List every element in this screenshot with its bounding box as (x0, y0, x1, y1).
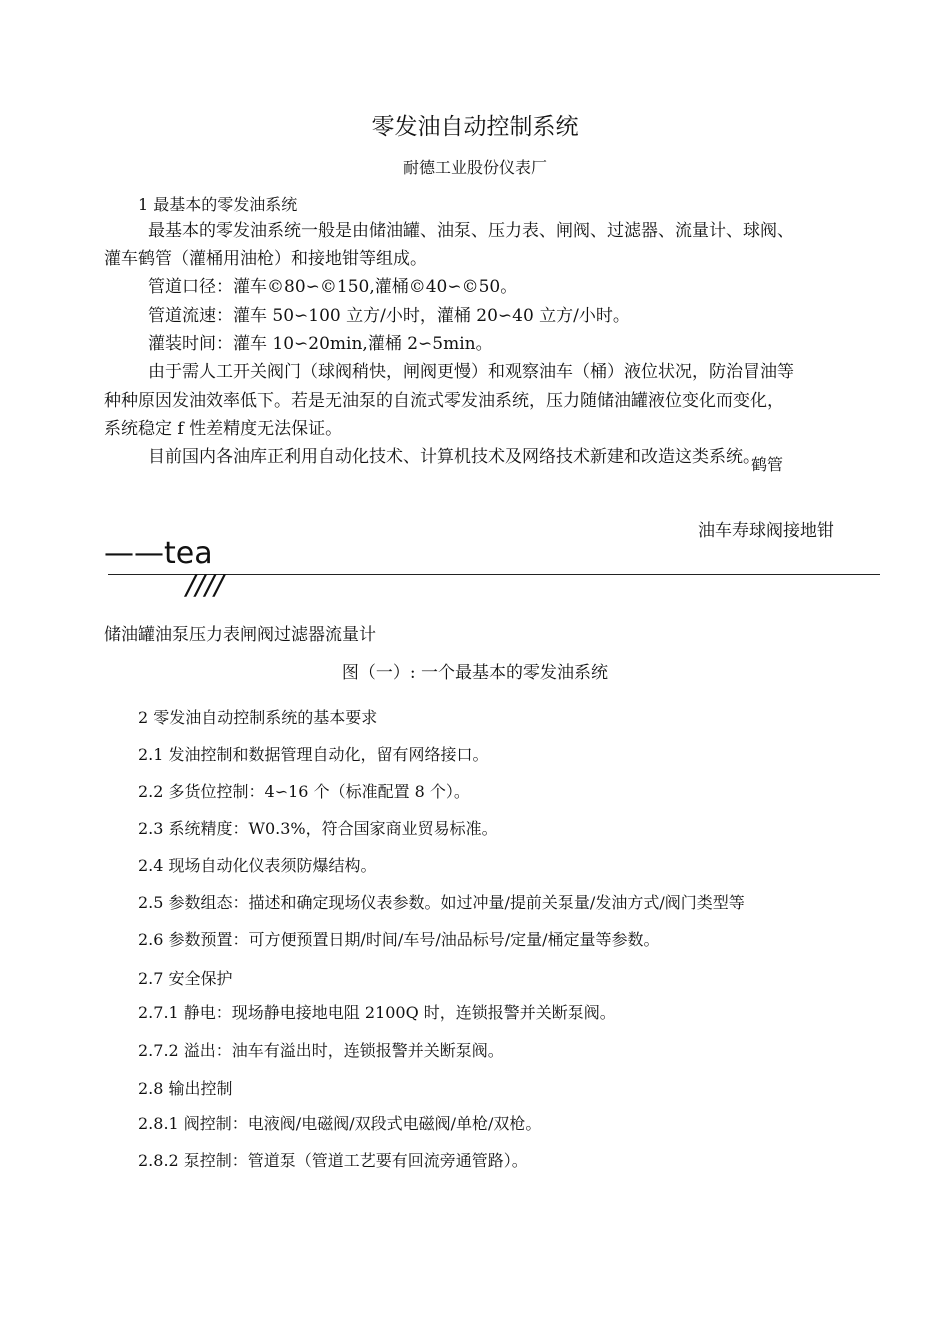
section1-para2-line2: 种种原因发油效率低下。若是无油泵的自流式零发油系统，压力随储油罐液位变化而变化， (104, 391, 784, 411)
section1-para3: 目前国内各油库正利用自动化技术、计算机技术及网络技术新建和改造这类系统。 (148, 447, 760, 467)
section1-para1-line1: 最基本的零发油系统一般是由储油罐、油泵、压力表、闸阀、过滤器、流量计、球阀、 (148, 221, 794, 241)
requirement-item: 2.6 参数预置：可方便预置日期/时间/车号/油品标号/定量/桶定量等参数。 (138, 930, 660, 949)
figure-label-tea: ——tea (104, 536, 213, 571)
requirement-item: 2.2 多货位控制：4∽16 个（标准配置 8 个）。 (138, 782, 470, 801)
requirement-item: 2.1 发油控制和数据管理自动化，留有网络接口。 (138, 745, 489, 764)
requirement-item: 2.8.1 阀控制：电液阀/电磁阀/双段式电磁阀/单枪/双枪。 (138, 1114, 542, 1133)
pipe-diameter-line: 管道口径：灌车©80∽©150,灌桶©40∽©50。 (148, 277, 518, 297)
requirement-item: 2.7 安全保护 (138, 969, 233, 988)
section2-heading: 2 零发油自动控制系统的基本要求 (138, 708, 378, 727)
requirement-item: 2.3 系统精度：W0.3%，符合国家商业贸易标准。 (138, 819, 498, 838)
company-name: 耐德工业股份仪表厂 (402, 158, 547, 177)
figure-label-crane: 鹤管 (751, 455, 784, 474)
requirement-item: 2.7.1 静电：现场静电接地电阻 2100Q 时，连锁报警并关断泵阀。 (138, 1003, 616, 1022)
document-title: 零发油自动控制系统 (371, 114, 579, 140)
figure-caption: 图（一）: 一个最基本的零发油系统 (341, 663, 609, 683)
section1-para2-line1: 由于需人工开关阀门（球阀稍快，闸阀更慢）和观察油车（桶）液位状况，防治冒油等 (148, 362, 794, 382)
figure-label-bottom: 储油罐油泵压力表闸阀过滤器流量计 (104, 625, 376, 645)
section1-para2-line3: 系统稳定 f 性差精度无法保证。 (104, 419, 343, 439)
fill-time-line: 灌装时间：灌车 10∽20min,灌桶 2∽5min。 (148, 334, 493, 354)
section1-para1-line2: 灌车鹤管（灌桶用油枪）和接地钳等组成。 (104, 249, 427, 269)
figure-label-right: 油车寿球阀接地钳 (698, 521, 834, 541)
requirement-item: 2.8.2 泵控制：管道泵（管道工艺要有回流旁通管路）。 (138, 1151, 528, 1170)
requirement-item: 2.7.2 溢出：油车有溢出时，连锁报警并关断泵阀。 (138, 1041, 504, 1060)
figure-label-slashes: //// (186, 568, 224, 601)
requirement-item: 2.5 参数组态：描述和确定现场仪表参数。如过冲量/提前关泵量/发油方式/阀门类型等 (138, 893, 745, 912)
requirement-item: 2.4 现场自动化仪表须防爆结构。 (138, 856, 377, 875)
pipe-flow-line: 管道流速：灌车 50∽100 立方/小时，灌桶 20∽40 立方/小时。 (148, 306, 630, 326)
section1-heading: 1 最基本的零发油系统 (138, 195, 298, 214)
requirement-item: 2.8 输出控制 (138, 1079, 233, 1098)
